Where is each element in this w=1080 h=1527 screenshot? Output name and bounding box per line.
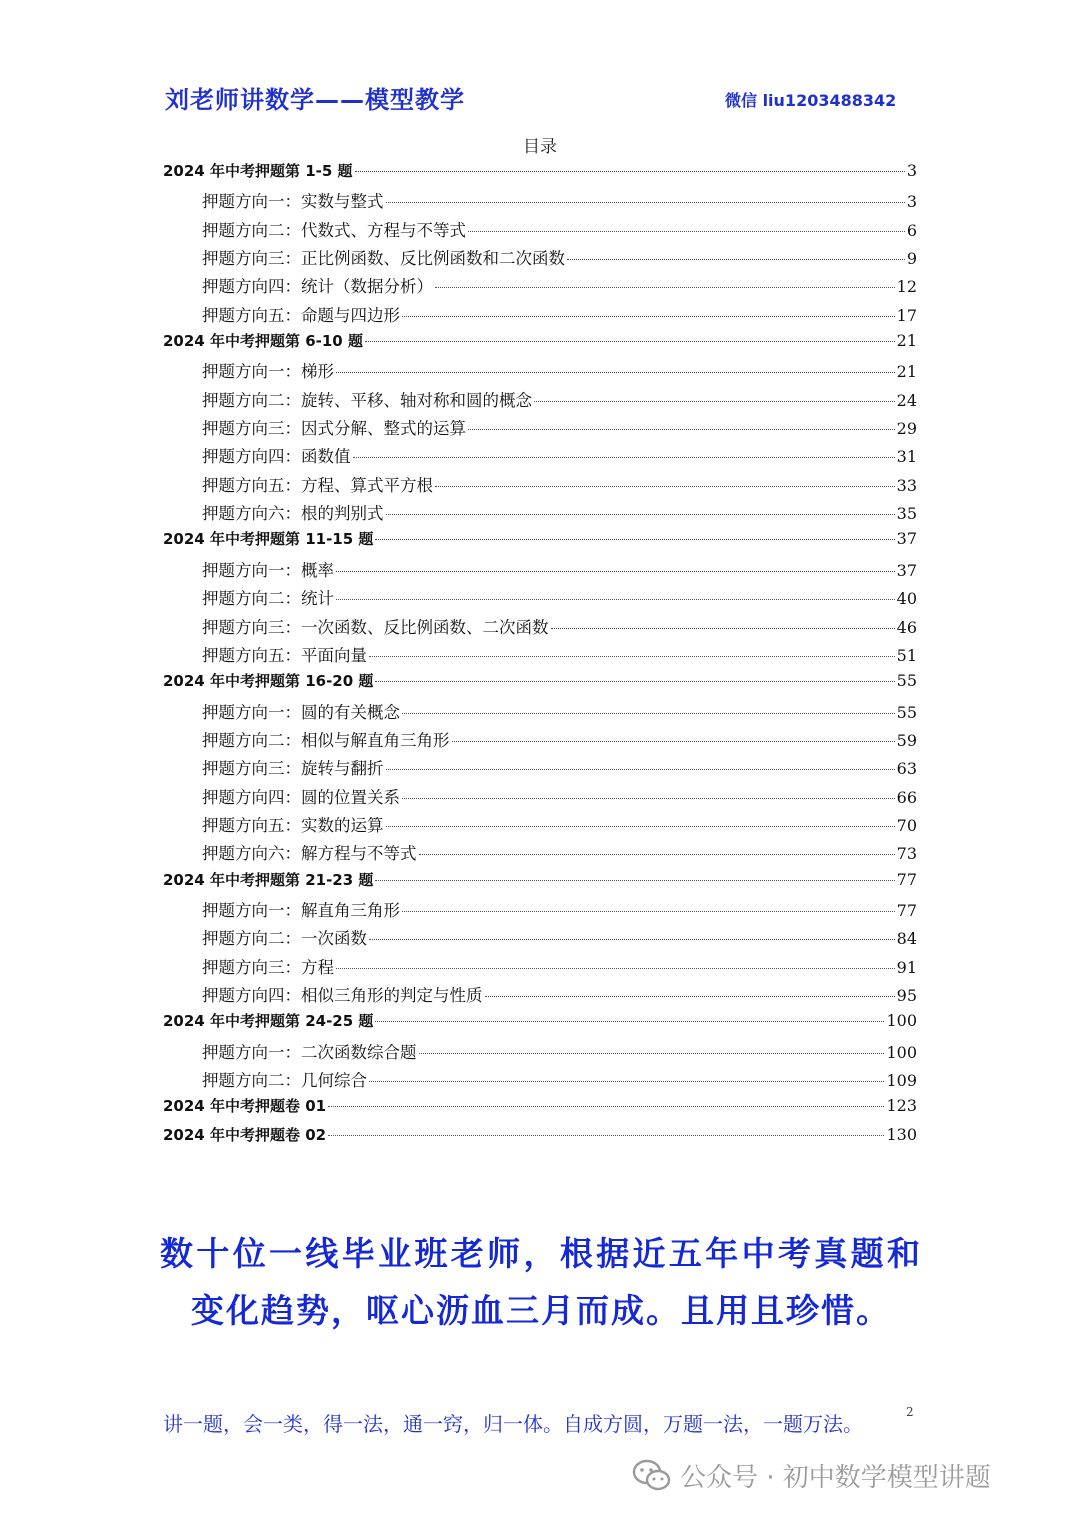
toc-entry-title: 押题方向四：相似三角形的判定与性质 [202, 985, 483, 1005]
toc-entry-title: 2024 年中考押题第 16-20 题 [163, 672, 374, 691]
toc-subsection-entry[interactable] [163, 472, 917, 500]
toc-entry-page: 31 [896, 447, 917, 467]
toc-dot-leader [402, 911, 895, 912]
toc-section-entry[interactable] [163, 330, 917, 358]
toc-entry-page: 21 [896, 362, 917, 382]
toc-dot-leader [551, 628, 895, 629]
toc-dot-leader [485, 996, 895, 997]
toc-entry-page: 12 [896, 277, 917, 297]
motto-text: 讲一题，会一类，得一法，通一窍，归一体。自成方圆，万题一法，一题万法。 [163, 1412, 863, 1436]
toc-dot-leader [567, 259, 905, 260]
table-of-contents [163, 160, 917, 1152]
toc-subsection-entry[interactable] [163, 217, 917, 245]
toc-entry-page: 40 [896, 589, 917, 609]
toc-entry-title: 押题方向六：解方程与不等式 [202, 844, 417, 864]
toc-section-entry[interactable] [163, 670, 917, 698]
toc-dot-leader [468, 231, 905, 232]
toc-entry-page: 91 [896, 957, 917, 977]
toc-entry-title: 押题方向二：统计 [202, 589, 334, 609]
toc-entry-page: 66 [896, 787, 917, 807]
toc-subsection-entry[interactable] [163, 699, 917, 727]
toc-entry-title: 押题方向五：命题与四边形 [202, 305, 400, 325]
toc-dot-leader [375, 539, 894, 540]
toc-entry-title: 2024 年中考押题第 24-25 题 [163, 1012, 374, 1031]
toc-entry-page: 70 [896, 815, 917, 835]
toc-subsection-entry[interactable] [163, 642, 917, 670]
toc-entry-title: 押题方向三：因式分解、整式的运算 [202, 419, 466, 439]
toc-entry-page: 55 [896, 671, 917, 691]
toc-entry-page: 123 [886, 1096, 917, 1116]
watermark [632, 1457, 991, 1494]
toc-subsection-entry[interactable] [163, 897, 917, 925]
toc-entry-title: 押题方向四：圆的位置关系 [202, 787, 400, 807]
toc-entry-title: 押题方向二：一次函数 [202, 929, 367, 949]
toc-subsection-entry[interactable] [163, 727, 917, 755]
toc-entry-page: 55 [896, 702, 917, 722]
toc-entry-page: 17 [896, 305, 917, 325]
header-title: 刘老师讲数学——模型教学 [165, 86, 465, 114]
toc-entry-page: 6 [906, 220, 917, 240]
toc-entry-title: 押题方向一：解直角三角形 [202, 900, 400, 920]
toc-dot-leader [386, 769, 895, 770]
toc-entry-title: 押题方向五：方程、算式平方根 [202, 475, 433, 495]
toc-dot-leader [336, 372, 895, 373]
toc-entry-title: 押题方向六：根的判别式 [202, 504, 384, 524]
toc-subsection-entry[interactable] [163, 925, 917, 953]
toc-entry-title: 押题方向四：统计（数据分析） [202, 277, 433, 297]
toc-entry-title: 押题方向一：实数与整式 [202, 192, 384, 212]
toc-entry-page: 84 [896, 929, 917, 949]
promo-text: 数十位一线毕业班老师，根据近五年中考真题和变化趋势，呕心沥血三月而成。且用且珍惜。 [160, 1234, 922, 1330]
toc-entry-page: 51 [896, 645, 917, 665]
toc-entry-page: 3 [906, 192, 917, 212]
toc-subsection-entry[interactable] [163, 614, 917, 642]
toc-section-entry[interactable] [163, 1095, 917, 1123]
toc-heading: 目录 [523, 137, 557, 157]
toc-entry-title: 押题方向五：实数的运算 [202, 815, 384, 835]
toc-entry-title: 押题方向三：正比例函数、反比例函数和二次函数 [202, 249, 565, 269]
toc-subsection-entry[interactable] [163, 302, 917, 330]
toc-entry-page: 21 [896, 331, 917, 351]
toc-entry-title: 2024 年中考押题第 6-10 题 [163, 332, 363, 351]
toc-dot-leader [328, 1106, 884, 1107]
toc-dot-leader [375, 681, 894, 682]
toc-entry-title: 2024 年中考押题第 11-15 题 [163, 530, 374, 549]
toc-section-entry[interactable] [163, 1124, 917, 1152]
toc-subsection-entry[interactable] [163, 500, 917, 528]
toc-subsection-entry[interactable] [163, 954, 917, 982]
toc-entry-page: 46 [896, 617, 917, 637]
toc-entry-title: 押题方向五：平面向量 [202, 645, 367, 665]
toc-dot-leader [386, 514, 895, 515]
watermark-text: 公众号 · 初中数学模型讲题 [680, 1463, 991, 1493]
toc-dot-leader [375, 880, 894, 881]
toc-entry-title: 押题方向二：代数式、方程与不等式 [202, 220, 466, 240]
toc-entry-page: 130 [886, 1124, 917, 1144]
toc-dot-leader [435, 486, 895, 487]
toc-entry-page: 109 [886, 1071, 917, 1090]
toc-entry-page: 24 [896, 390, 917, 410]
toc-dot-leader [402, 713, 895, 714]
page-number: 2 [906, 1405, 914, 1419]
toc-entry-page: 100 [886, 1042, 917, 1062]
toc-entry-page: 100 [886, 1011, 917, 1031]
toc-dot-leader [435, 287, 895, 288]
toc-entry-page: 37 [896, 560, 917, 580]
toc-dot-leader [402, 316, 895, 317]
toc-entry-title: 押题方向二：相似与解直角三角形 [202, 730, 450, 750]
toc-dot-leader [369, 656, 895, 657]
toc-dot-leader [336, 968, 895, 969]
toc-entry-title: 押题方向一：圆的有关概念 [202, 702, 400, 722]
toc-section-entry[interactable] [163, 160, 917, 188]
toc-subsection-entry[interactable] [163, 245, 917, 273]
toc-entry-title: 2024 年中考押题第 1-5 题 [163, 162, 353, 180]
toc-entry-title: 押题方向一：概率 [202, 560, 334, 580]
toc-entry-title: 2024 年中考押题第 21-23 题 [163, 870, 374, 889]
toc-dot-leader [355, 171, 905, 172]
toc-subsection-entry[interactable] [163, 755, 917, 783]
toc-subsection-entry[interactable] [163, 585, 917, 613]
toc-dot-leader [386, 826, 895, 827]
toc-dot-leader [468, 429, 895, 430]
toc-subsection-entry[interactable] [163, 840, 917, 868]
toc-dot-leader [402, 798, 895, 799]
toc-subsection-entry[interactable] [163, 415, 917, 443]
toc-dot-leader [419, 854, 895, 855]
toc-entry-page: 37 [896, 529, 917, 549]
toc-entry-title: 2024 年中考押题卷 01 [163, 1097, 327, 1116]
header-contact: 微信 liu1203488342 [725, 91, 897, 110]
toc-dot-leader [353, 457, 895, 458]
toc-entry-title: 押题方向四：函数值 [202, 447, 351, 467]
toc-dot-leader [534, 401, 895, 402]
toc-entry-title: 押题方向一：梯形 [202, 362, 334, 382]
toc-subsection-entry[interactable] [163, 273, 917, 301]
toc-entry-title: 押题方向三：旋转与翻折 [202, 759, 384, 779]
toc-subsection-entry[interactable] [163, 557, 917, 585]
toc-entry-title: 2024 年中考押题卷 02 [163, 1125, 327, 1144]
toc-subsection-entry[interactable] [163, 1039, 917, 1067]
toc-entry-page: 59 [896, 730, 917, 750]
toc-dot-leader [336, 599, 895, 600]
toc-subsection-entry[interactable] [163, 784, 917, 812]
toc-subsection-entry[interactable] [163, 812, 917, 840]
toc-subsection-entry[interactable] [163, 982, 917, 1010]
toc-subsection-entry[interactable] [163, 358, 917, 386]
toc-subsection-entry[interactable] [163, 1067, 917, 1095]
toc-entry-page: 77 [896, 869, 917, 889]
toc-entry-page: 9 [906, 249, 917, 269]
toc-entry-page: 95 [896, 985, 917, 1005]
toc-dot-leader [386, 202, 905, 203]
toc-entry-title: 押题方向一：二次函数综合题 [202, 1042, 417, 1062]
toc-entry-page: 73 [896, 844, 917, 864]
toc-section-entry[interactable] [163, 1010, 917, 1038]
toc-dot-leader [452, 741, 895, 742]
toc-entry-page: 35 [896, 504, 917, 524]
toc-dot-leader [369, 1081, 884, 1082]
toc-section-entry[interactable] [163, 869, 917, 897]
toc-dot-leader [365, 341, 895, 342]
toc-dot-leader [369, 939, 895, 940]
toc-subsection-entry[interactable] [163, 387, 917, 415]
toc-entry-title: 押题方向三：方程 [202, 957, 334, 977]
toc-entry-title: 押题方向三：一次函数、反比例函数、二次函数 [202, 617, 549, 637]
toc-entry-page: 29 [896, 419, 917, 439]
toc-entry-title: 押题方向二：旋转、平移、轴对称和圆的概念 [202, 390, 532, 410]
toc-subsection-entry[interactable] [163, 188, 917, 216]
toc-entry-page: 63 [896, 759, 917, 779]
toc-dot-leader [336, 571, 895, 572]
toc-entry-page: 33 [896, 475, 917, 495]
toc-dot-leader [375, 1021, 884, 1022]
wechat-icon [632, 1459, 672, 1493]
toc-dot-leader [419, 1053, 885, 1054]
toc-entry-page: 77 [896, 900, 917, 920]
toc-subsection-entry[interactable] [163, 443, 917, 471]
toc-entry-title: 押题方向二：几何综合 [202, 1071, 367, 1090]
toc-entry-page: 3 [906, 161, 917, 180]
toc-section-entry[interactable] [163, 528, 917, 556]
toc-dot-leader [328, 1135, 884, 1136]
